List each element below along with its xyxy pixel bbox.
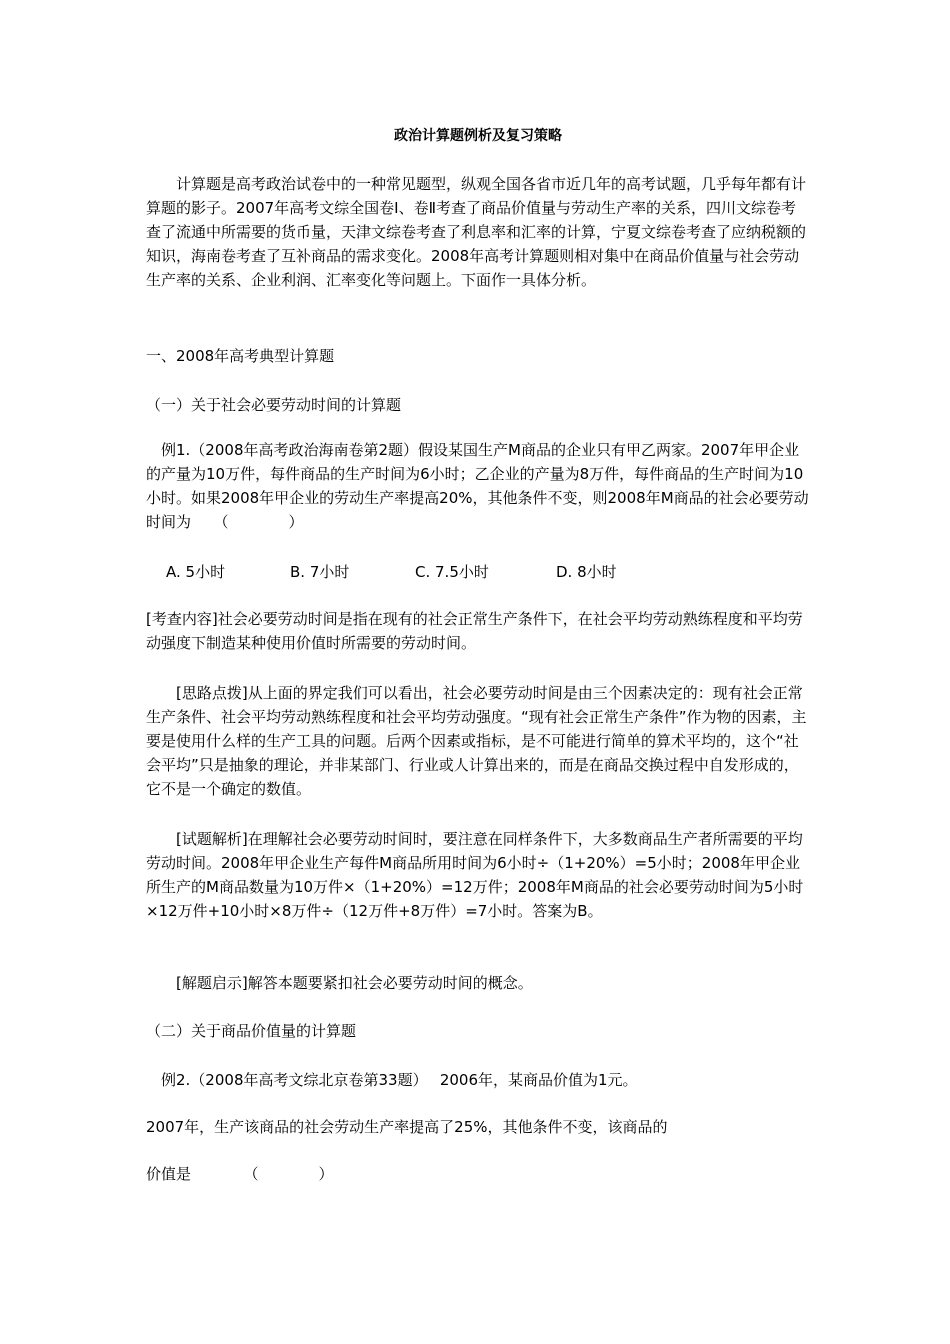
exam-content-paragraph: [考查内容]社会必要劳动时间是指在现有的社会正常生产条件下，在社会平均劳动熟练程度和平均劳动强度下制造某种使用价值时所需要的劳动时间。 [146, 610, 803, 652]
option-a: A. 5小时 [166, 563, 226, 581]
section-heading-1: 一、2008年高考典型计算题 [146, 347, 335, 365]
subsection-heading-2: （二）关于商品价值量的计算题 [146, 1022, 357, 1040]
option-d: D. 8小时 [556, 563, 617, 581]
example-2-line-3: 价值是 （ ） [146, 1165, 334, 1183]
option-b: B. 7小时 [290, 563, 350, 581]
subsection-heading-1: （一）关于社会必要劳动时间的计算题 [146, 396, 402, 414]
insight-paragraph: [解题启示]解答本题要紧扣社会必要劳动时间的概念。 [146, 974, 533, 992]
intro-paragraph: 计算题是高考政治试卷中的一种常见题型，纵观全国各省市近几年的高考试题，几乎每年都有计算题的影子。2007年高考文综全国卷Ⅰ、卷Ⅱ考查了商品价值量与劳动生产率的关系，四川文综卷考查了流通中所需要的货币量，天津文综卷考查了利息率和汇率的计算，宁夏文综卷考查了应纳税额的知识，海南卷考查了互补商品的需求变化。2008年高考计算题则相对集中在商品价值量与社会劳动生产率的关系、企业利润、汇率变化等问题上。下面作一具体分析。 [146, 175, 807, 289]
document-title: 政治计算题例析及复习策略 [394, 128, 562, 144]
hint-paragraph: [思路点拨]从上面的界定我们可以看出，社会必要劳动时间是由三个因素决定的：现有社会正常生产条件、社会平均劳动熟练程度和社会平均劳动强度。“现有社会正常生产条件”作为物的因素，主要是使用什么样的生产工具的问题。后两个因素或指标，是不可能进行简单的算术平均的，这个“社会平均”只是抽象的理论，并非某部门、行业或人计算出来的，而是在商品交换过程中自发形成的，它不是一个确定的数值。 [146, 684, 807, 798]
example-1-question: 例1.（2008年高考政治海南卷第2题）假设某国生产M商品的企业只有甲乙两家。2007年甲企业的产量为10万件，每件商品的生产时间为6小时；乙企业的产量为8万件，每件商品的生产时间为10小时。如果2008年甲企业的劳动生产率提高20%，其他条件不变，则2008年M商品的社会必要劳动时间为 （ ） [146, 441, 809, 531]
option-c: C. 7.5小时 [415, 563, 489, 581]
analysis-paragraph: [试题解析]在理解社会必要劳动时间时，要注意在同样条件下，大多数商品生产者所需要的平均劳动时间。2008年甲企业生产每件M商品所用时间为6小时÷（1+20%）=5小时；2008年甲企业所生产的M商品数量为10万件×（1+20%）=12万件；2008年M商品的社会必要劳动时间为5小时×12万件+10小时×8万件÷（12万件+8万件）=7小时。答案为B。 [146, 830, 804, 920]
example-2-line-2: 2007年，生产该商品的社会劳动生产率提高了25%，其他条件不变，该商品的 [146, 1118, 668, 1136]
answer-options [146, 560, 810, 584]
example-2-question: 例2.（2008年高考文综北京卷第33题） 2006年，某商品价值为1元。 [146, 1071, 638, 1089]
